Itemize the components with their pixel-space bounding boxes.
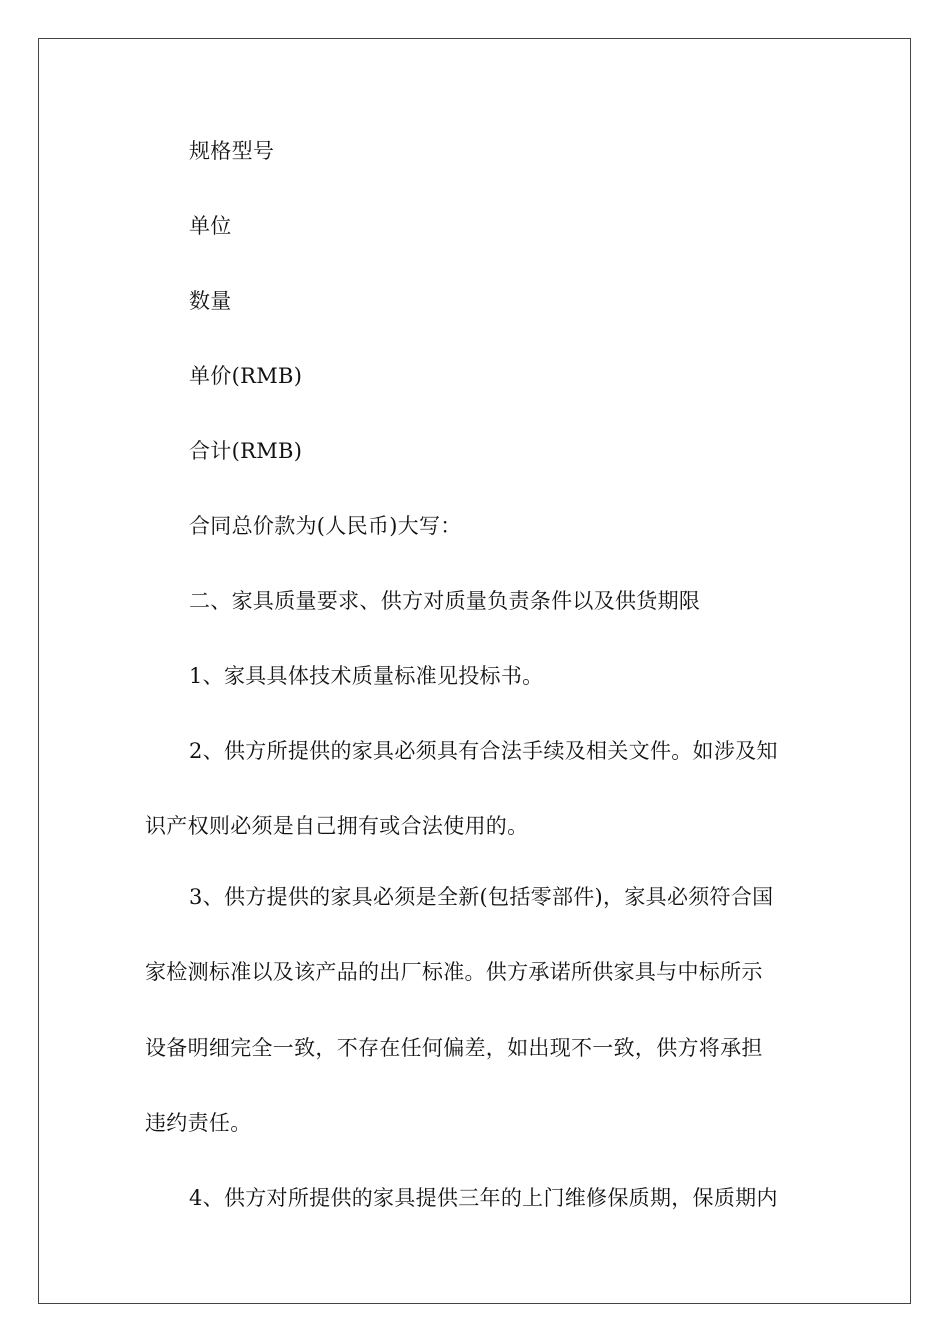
clause-2-line-1: 2、供方所提供的家具必须具有合法手续及相关文件。如涉及知 [189,739,778,763]
clause-3-line-2: 家检测标准以及该产品的出厂标准。供方承诺所供家具与中标所示 [145,960,763,984]
total-price-label: 合同总价款为(人民币)大写： [189,514,462,538]
field-label-subtotal: 合计(RMB) [189,439,303,463]
clause-2-line-2: 识产权则必须是自己拥有或合法使用的。 [145,814,529,838]
section-heading-quality: 二、家具质量要求、供方对质量负责条件以及供货期限 [189,589,701,613]
field-label-quantity: 数量 [189,289,232,313]
clause-3-line-3: 设备明细完全一致，不存在任何偏差，如出现不一致，供方将承担 [145,1036,763,1060]
clause-4-line-1: 4、供方对所提供的家具提供三年的上门维修保质期，保质期内 [189,1186,778,1210]
clause-3-line-1: 3、供方提供的家具必须是全新(包括零部件)，家具必须符合国 [189,885,774,909]
clause-1: 1、家具具体技术质量标准见投标书。 [189,664,544,688]
field-label-unit: 单位 [189,214,232,238]
clause-3-line-4: 违约责任。 [145,1111,252,1135]
field-label-spec-model: 规格型号 [189,139,275,163]
field-label-unit-price: 单价(RMB) [189,364,303,388]
